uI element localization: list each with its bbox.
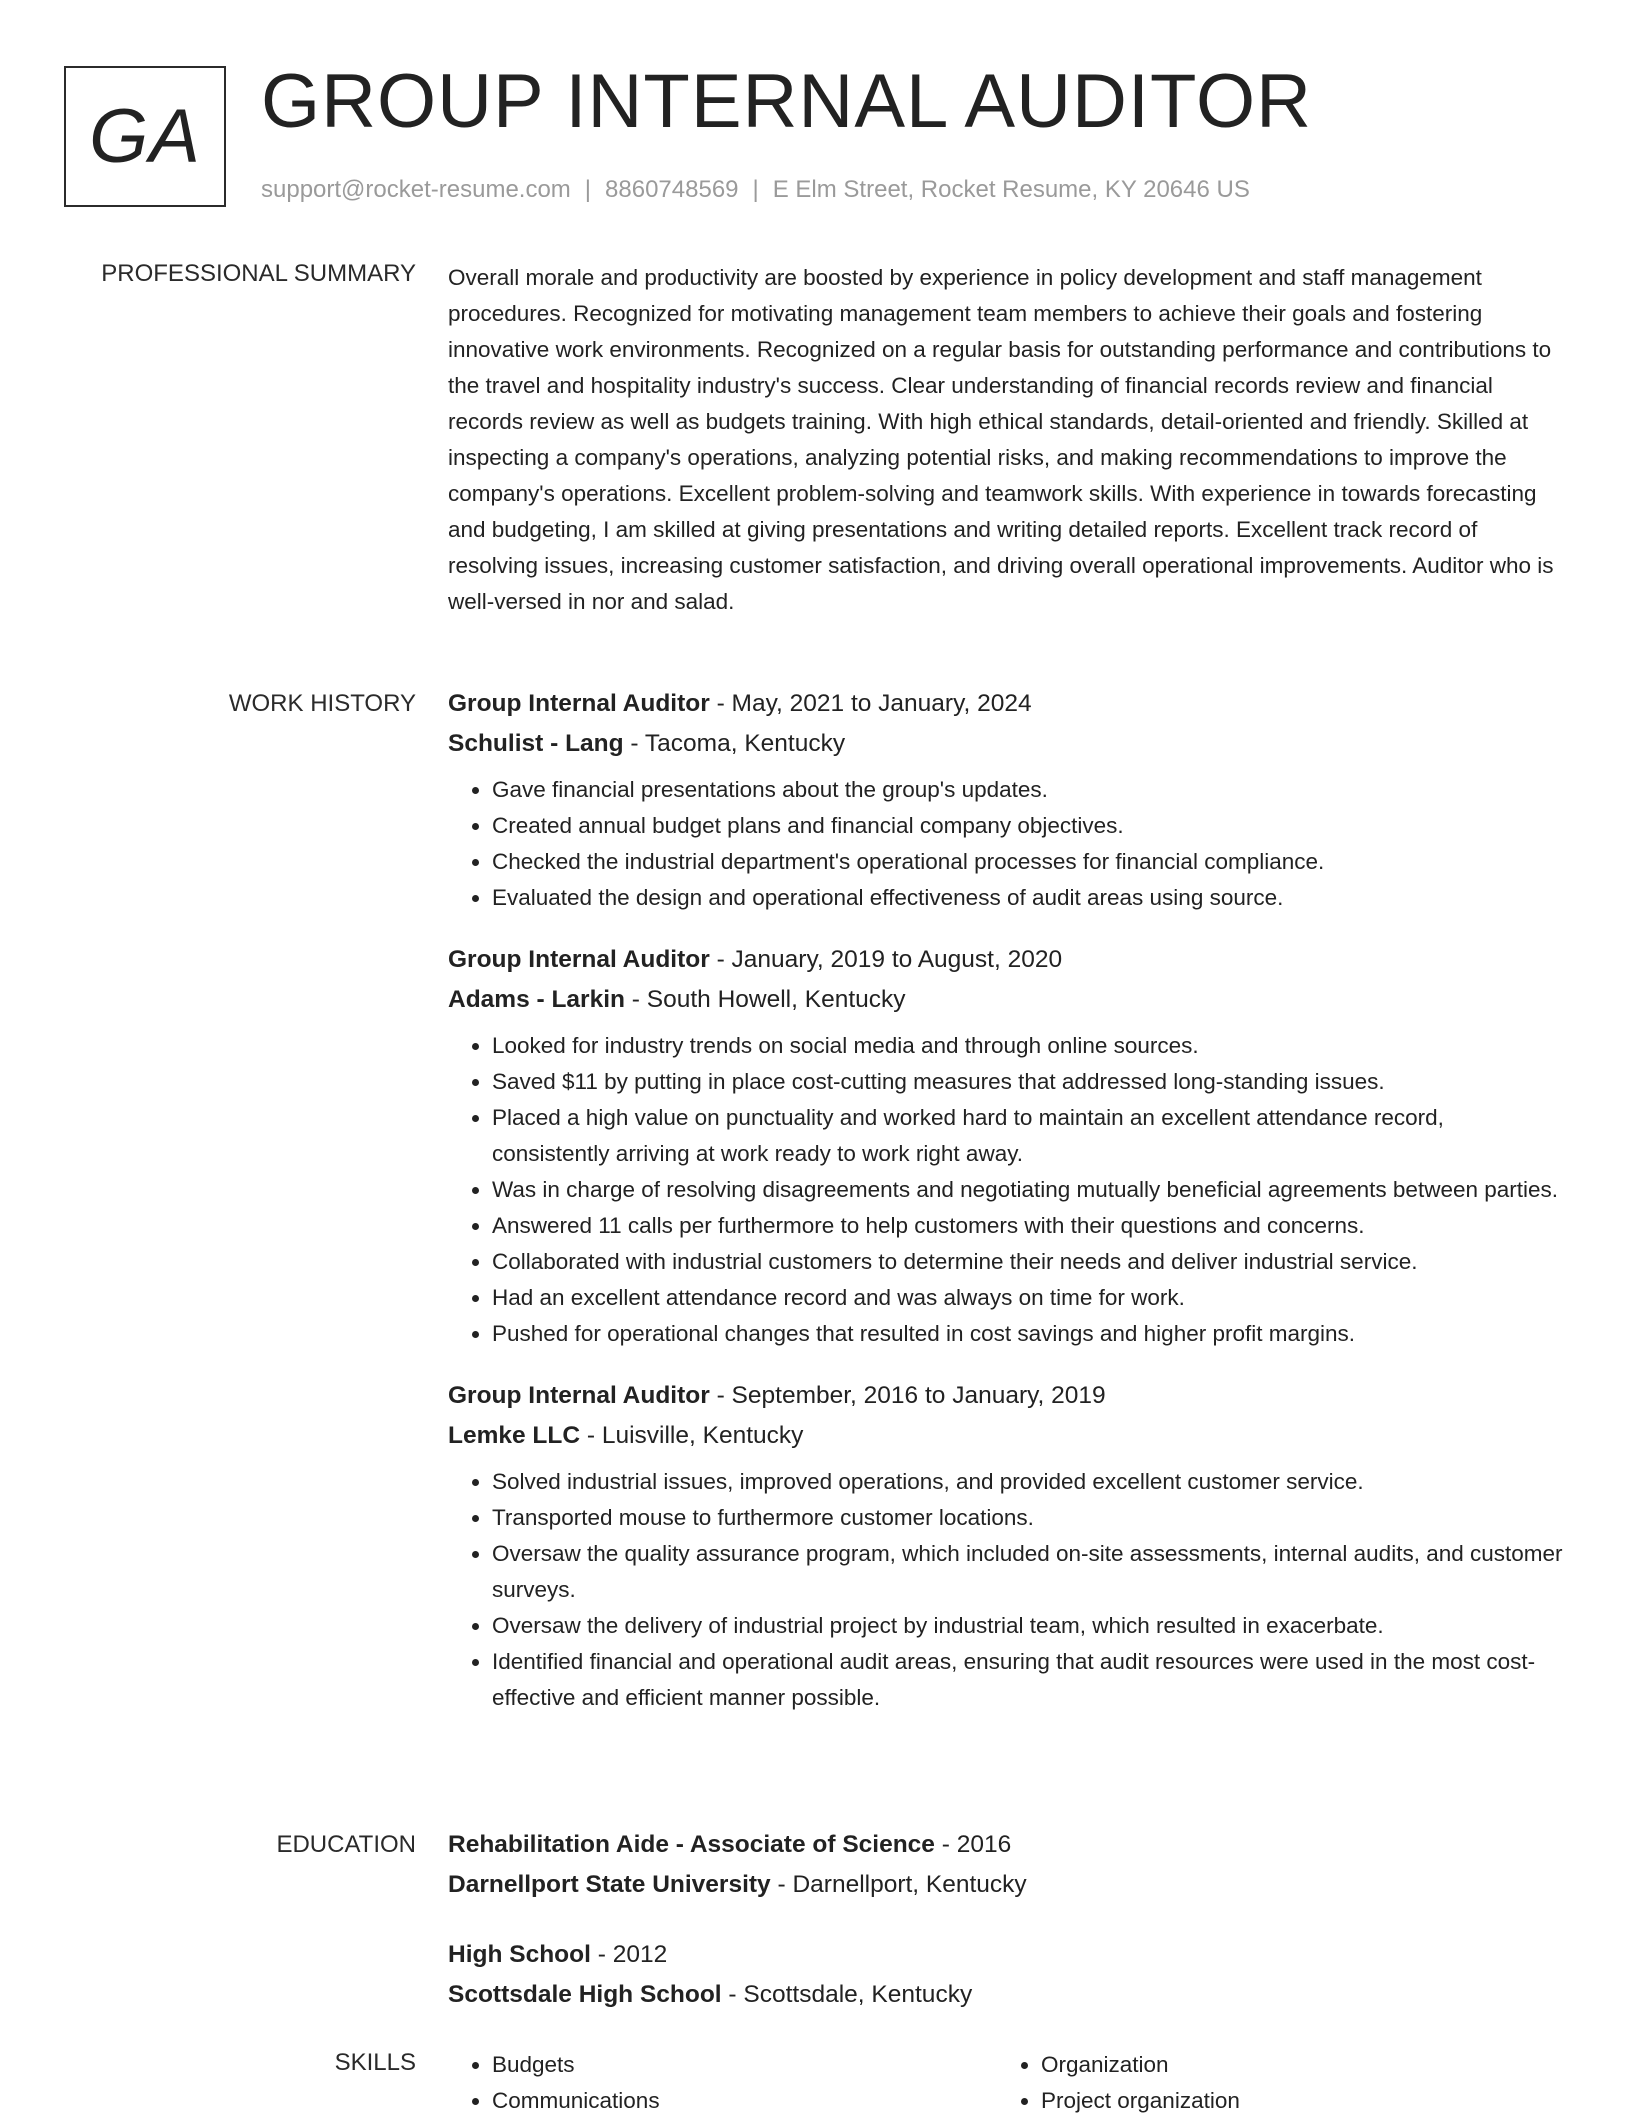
job-dates: - January, 2019 to August, 2020 (709, 946, 1063, 973)
list-item: • Oversaw the delivery of industrial project by industrial team, which resulted in exacerbate. (492, 1608, 1563, 1644)
job-title-line (448, 684, 1563, 724)
job-company-line (448, 724, 1563, 764)
list-item: • Solved industrial issues, improved operations, and provided excellent customer service. (492, 1464, 1563, 1500)
job-location: - Tacoma, Kentucky (623, 730, 846, 757)
skills-columns (448, 2047, 1563, 2119)
education-degree: High School (448, 1941, 591, 1968)
skill-item: • Project organization (1041, 2083, 1546, 2119)
contact-email[interactable]: support@rocket-resume.com (261, 176, 571, 203)
skill-item: • Budgets (492, 2047, 997, 2083)
resume-title: GROUP INTERNAL AUDITOR (261, 59, 1313, 144)
job-company-line (448, 1416, 1563, 1456)
education-degree-line (448, 1935, 1563, 1975)
skill-item: • Organization (1041, 2047, 1546, 2083)
job-dates: - May, 2021 to January, 2024 (709, 690, 1032, 717)
education-year: - 2012 (590, 1941, 668, 1968)
summary-heading: PROFESSIONAL SUMMARY (101, 260, 416, 287)
list-item: • Placed a high value on punctuality and worked hard to maintain an excellent attendance record, consistently arriving at work ready to work right away. (492, 1100, 1563, 1172)
list-item: • Transported mouse to furthermore customer locations. (492, 1500, 1563, 1536)
job-title: Group Internal Auditor (448, 690, 710, 717)
list-item: • Oversaw the quality assurance program, which included on-site assessments, internal audits, and customer surveys. (492, 1536, 1563, 1608)
list-item: • Looked for industry trends on social media and through online sources. (492, 1028, 1563, 1064)
education-degree-line (448, 1825, 1563, 1865)
summary-text: Overall morale and productivity are boosted by experience in policy development and staff management procedures. Recognized for motivating management team members to achieve their goals and fostering innovative work environments. Recognized on a regular basis for outstanding performance and contributions to the travel and hospitality industry's success. Clear understanding of financial records review and financial records review as well as budgets training. With high ethical standards, detail-oriented and friendly. Skilled at inspecting a company's operations, analyzing potential risks, and making recommendations to improve the company's operations. Excellent problem-solving and teamwork skills. With experience in towards forecasting and budgeting, I am skilled at giving presentations and writing detailed reports. Excellent track record of resolving issues, increasing customer satisfaction, and driving overall operational improvements. Auditor who is well-versed in nor and salad. (448, 265, 1554, 614)
skill-item: • Communications (492, 2083, 997, 2119)
education-degree: Rehabilitation Aide - Associate of Science (448, 1831, 935, 1858)
job-location: - South Howell, Kentucky (625, 986, 906, 1013)
list-item: • Saved $11 by putting in place cost-cutting measures that addressed long-standing issues. (492, 1064, 1563, 1100)
list-item: • Evaluated the design and operational effectiveness of audit areas using source. (492, 880, 1563, 916)
job-bullets (448, 1028, 1563, 1352)
contact-line (261, 174, 1250, 206)
skills-list-left (448, 2047, 997, 2119)
list-item: • Collaborated with industrial customers to determine their needs and deliver industrial service. (492, 1244, 1563, 1280)
list-item: • Was in charge of resolving disagreements and negotiating mutually beneficial agreements between parties. (492, 1172, 1563, 1208)
education-school-line (448, 1865, 1563, 1905)
list-item: • Identified financial and operational audit areas, ensuring that audit resources were used in the most cost-effective and efficient manner possible. (492, 1644, 1563, 1716)
job-title-line (448, 940, 1563, 980)
job-bullets (448, 772, 1563, 916)
monogram-initials: GA (89, 94, 201, 179)
contact-address: E Elm Street, Rocket Resume, KY 20646 US (772, 176, 1250, 203)
education-body (448, 1825, 1563, 2039)
job-title-line (448, 1376, 1563, 1416)
contact-separator: | (584, 176, 592, 203)
work-history-body (448, 684, 1563, 1740)
job-title: Group Internal Auditor (448, 946, 710, 973)
job-company: Lemke LLC (448, 1422, 581, 1449)
job-company: Schulist - Lang (448, 730, 624, 757)
education-location: - Darnellport, Kentucky (770, 1871, 1027, 1898)
education-entry (448, 1825, 1563, 1905)
list-item: • Checked the industrial department's operational processes for financial compliance. (492, 844, 1563, 880)
skills-heading: SKILLS (334, 2049, 416, 2076)
education-school-line (448, 1975, 1563, 2015)
contact-separator: | (752, 176, 759, 203)
list-item: • Had an excellent attendance record and was always on time for work. (492, 1280, 1563, 1316)
education-school: Darnellport State University (448, 1871, 771, 1898)
work-history-heading: WORK HISTORY (228, 690, 416, 717)
contact-phone[interactable]: 8860748569 (605, 176, 739, 203)
job-title: Group Internal Auditor (448, 1382, 710, 1409)
list-item: • Pushed for operational changes that resulted in cost savings and higher profit margins. (492, 1316, 1563, 1352)
job-company-line (448, 980, 1563, 1020)
skills-list-right (997, 2047, 1546, 2119)
monogram-box (64, 66, 226, 207)
job-company: Adams - Larkin (448, 986, 625, 1013)
skills-body (448, 2047, 1563, 2119)
education-entry (448, 1935, 1563, 2015)
list-item: • Gave financial presentations about the group's updates. (492, 772, 1563, 808)
summary-body (448, 260, 1563, 620)
job-dates: - September, 2016 to January, 2019 (709, 1382, 1106, 1409)
education-location: - Scottsdale, Kentucky (721, 1981, 973, 2008)
job-bullets (448, 1464, 1563, 1716)
job-entry (448, 1376, 1563, 1716)
education-year: - 2016 (934, 1831, 1012, 1858)
education-school: Scottsdale High School (448, 1981, 722, 2008)
list-item: • Created annual budget plans and financial company objectives. (492, 808, 1563, 844)
job-location: - Luisville, Kentucky (580, 1422, 804, 1449)
job-entry (448, 684, 1563, 916)
job-entry (448, 940, 1563, 1352)
education-heading: EDUCATION (276, 1831, 416, 1858)
list-item: • Answered 11 calls per furthermore to help customers with their questions and concerns. (492, 1208, 1563, 1244)
